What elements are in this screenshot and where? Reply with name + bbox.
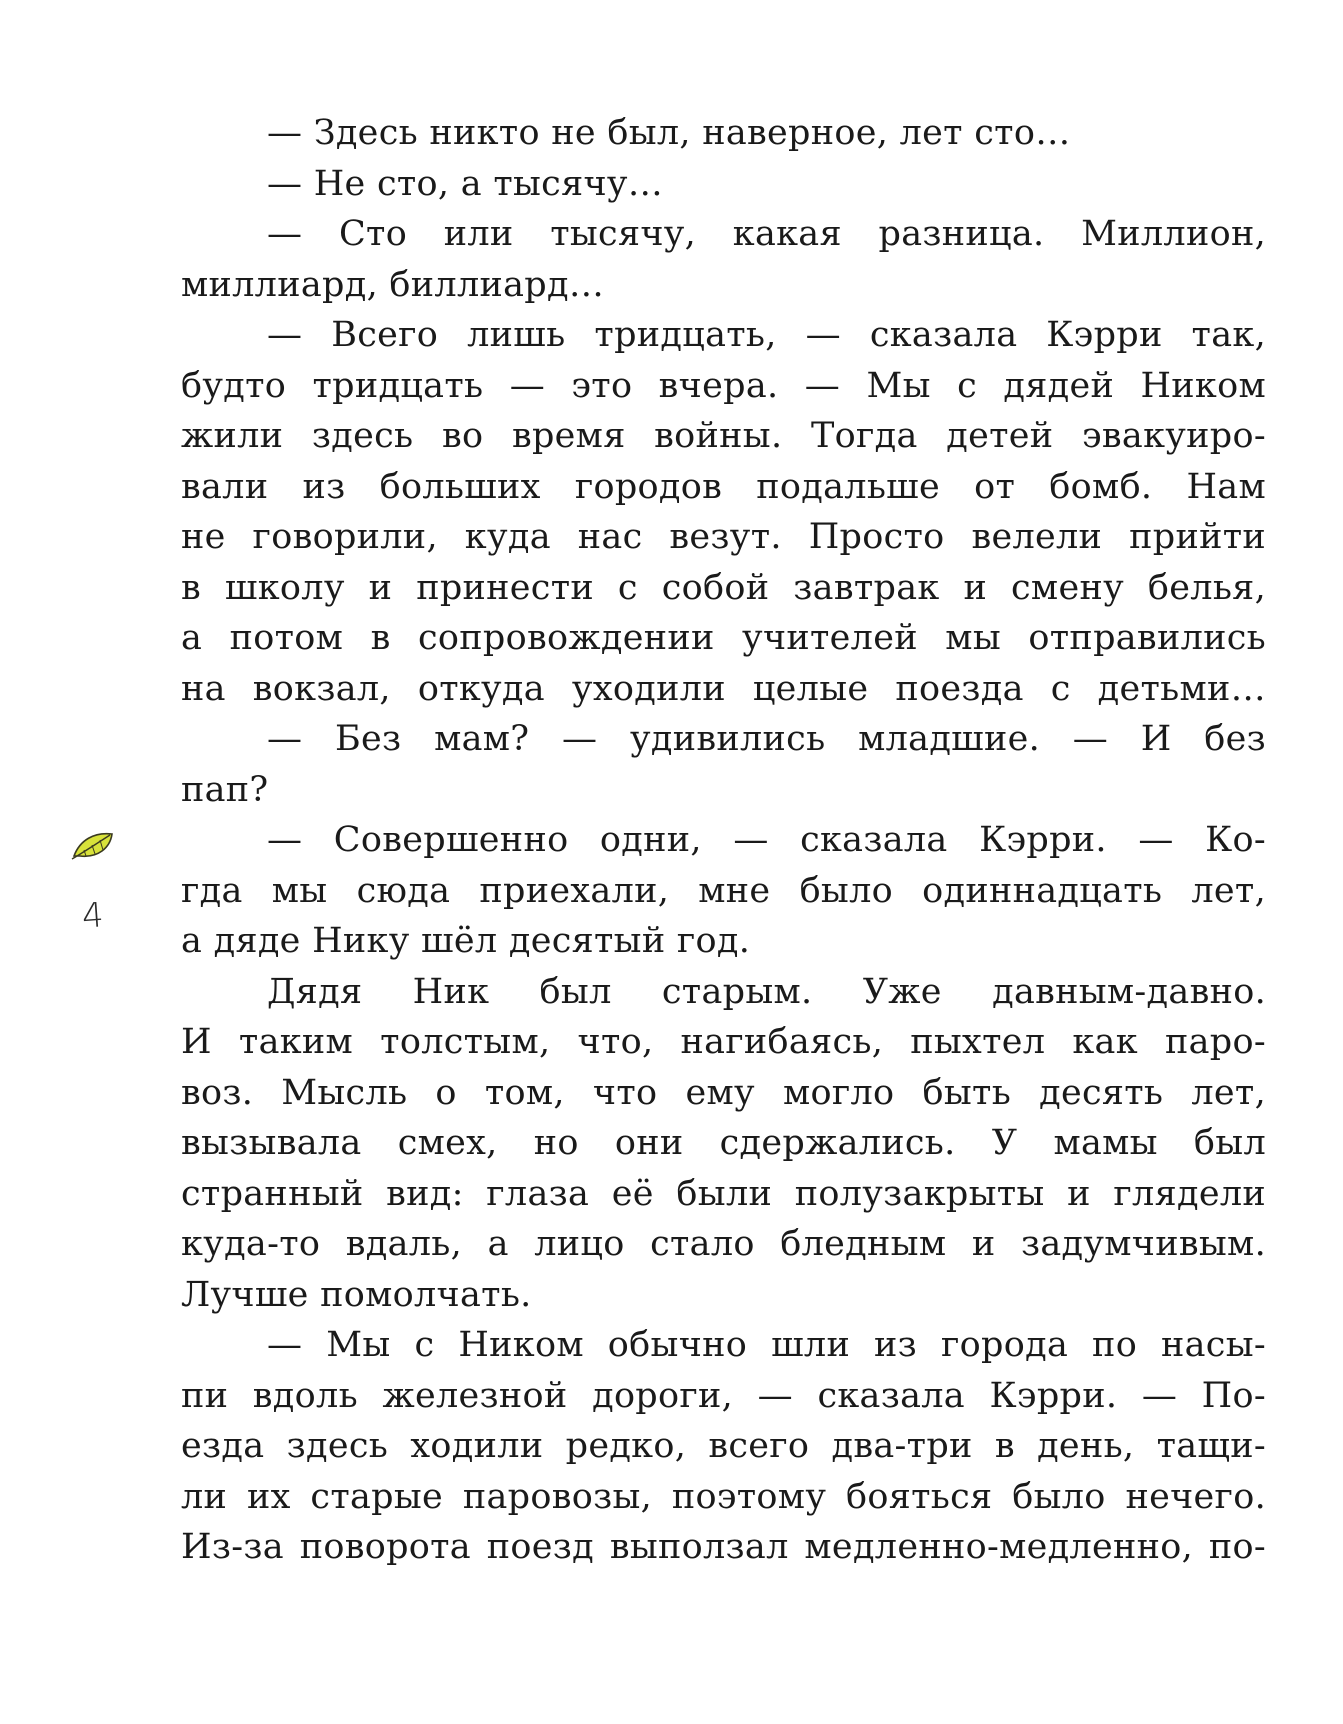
leaf-icon	[70, 826, 118, 862]
page-number: 4	[80, 895, 106, 937]
text-line: Дядя Ник был старым. Уже давным-давно.	[267, 971, 1266, 1012]
text-line: в школу и принести с собой завтрак и смену белья,	[181, 567, 1266, 608]
text-line: вали из больших городов подальше от бомб. Нам	[181, 466, 1266, 507]
text-line: будто тридцать — это вчера. — Мы с дядей Ником	[181, 365, 1266, 406]
text-line: — Не сто, а тысячу…	[267, 163, 664, 204]
text-line: пап?	[181, 769, 269, 810]
text-line: — Без мам? — удивились младшие. — И без	[267, 719, 1266, 759]
text-line: пи вдоль железной дороги, — сказала Кэрри. — По-	[181, 1375, 1266, 1416]
text-line: Лучше помолчать.	[181, 1274, 532, 1315]
text-line: — Совершенно одни, — сказала Кэрри. — Ко-	[267, 820, 1266, 860]
text-line: а потом в сопровождении учителей мы отправились	[181, 618, 1266, 658]
text-line: вызывала смех, но они сдержались. У мамы был	[181, 1123, 1266, 1163]
text-line: не говорили, куда нас везут. Просто велели прийти	[181, 517, 1266, 557]
text-line: — Всего лишь тридцать, — сказала Кэрри так,	[267, 315, 1266, 355]
text-line: — Мы с Ником обычно шли из города по насы-	[267, 1325, 1266, 1365]
text-line: Из-за поворота поезд выползал медленно-медленно, по-	[181, 1527, 1266, 1567]
text-line: странный вид: глаза её были полузакрыты и глядели	[181, 1173, 1266, 1214]
text-line: а дяде Нику шёл десятый год.	[181, 921, 751, 961]
text-line: воз. Мысль о том, что ему могло быть десять лет,	[181, 1072, 1266, 1113]
body-text	[181, 108, 1266, 1573]
text-line: жили здесь во время войны. Тогда детей эвакуиро-	[181, 416, 1266, 456]
text-line: куда-то вдаль, а лицо стало бледным и задумчивым.	[181, 1224, 1266, 1264]
text-line: И таким толстым, что, нагибаясь, пыхтел как паро-	[181, 1022, 1266, 1062]
text-line: миллиард, биллиард…	[181, 264, 605, 305]
text-line: — Здесь никто не был, наверное, лет сто…	[267, 113, 1071, 153]
text-line: езда здесь ходили редко, всего два-три в день, тащи-	[181, 1426, 1266, 1466]
text-line: — Сто или тысячу, какая разница. Миллион,	[267, 214, 1266, 254]
text-line: на вокзал, откуда уходили целые поезда с детьми…	[181, 668, 1266, 709]
text-line: ли их старые паровозы, поэтому бояться было нечего.	[181, 1476, 1266, 1517]
text-line: гда мы сюда приехали, мне было одиннадцать лет,	[181, 870, 1266, 911]
